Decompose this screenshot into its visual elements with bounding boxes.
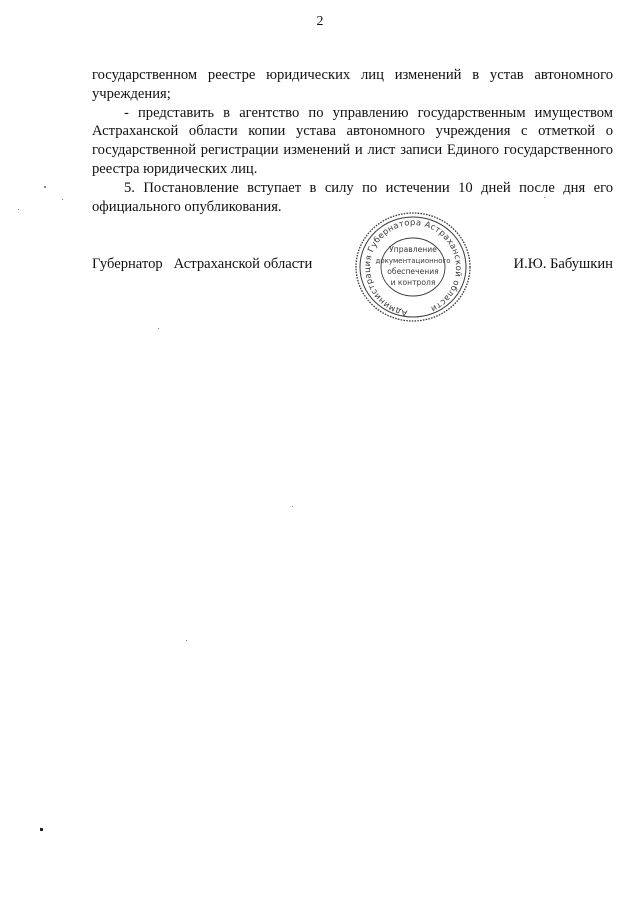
- scan-speck: [44, 186, 46, 188]
- page-number: 2: [316, 14, 324, 29]
- seal-line-1: Управление: [389, 245, 437, 254]
- scan-speck: [18, 209, 19, 210]
- scan-speck: [292, 506, 293, 507]
- signature-name: И.Ю. Бабушкин: [513, 256, 613, 272]
- seal-line-2: документационного: [375, 257, 451, 265]
- scan-speck: [158, 328, 159, 329]
- paragraph-effective-date: 5. Постановление вступает в силу по истечении 10 дней после дня его официального опубликования.: [92, 179, 613, 215]
- scan-speck: [62, 199, 63, 200]
- scan-speck: [544, 197, 545, 198]
- paragraph-submit-copies: - представить в агентство по управлению государственным имуществом Астраханской области копии устава автономного учреждения с отметкой о государственной регистрации изменений и лист записи Единого государственного реестра юридических лиц.: [92, 104, 613, 177]
- scan-speck: [40, 828, 43, 831]
- official-seal: [352, 208, 474, 326]
- seal-graphic: [352, 208, 474, 326]
- paragraph-registry: государственном реестре юридических лиц изменений в устав автономного учреждения;: [92, 67, 613, 102]
- seal-line-4: и контроля: [390, 278, 436, 287]
- signature-title: Губернатор Астраханской области: [92, 256, 313, 272]
- seal-ring-textpath: Администрация Губернатора Астраханской области: [361, 216, 465, 319]
- body-text: [92, 66, 613, 216]
- scan-speck: [186, 640, 187, 641]
- seal-line-3: обеспечения: [387, 267, 439, 276]
